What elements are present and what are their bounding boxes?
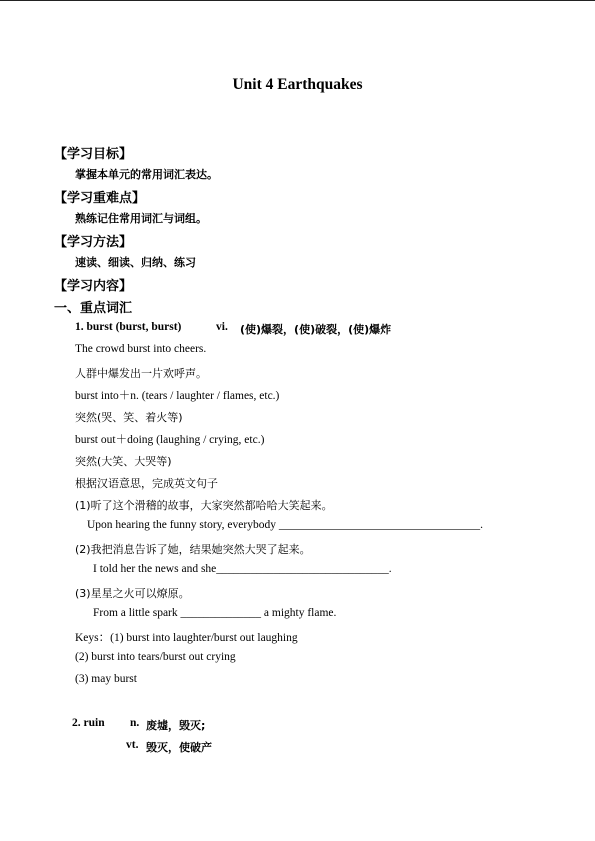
- vocab-pos-burst: vi.: [216, 321, 228, 333]
- learning-method-text: 速读、细读、归纳、练习: [75, 256, 196, 269]
- vocab-pos-ruin-noun: n.: [130, 717, 140, 729]
- example-line: 突然(哭、笑、着火等): [75, 411, 183, 424]
- example-line: burst out＋doing (laughing / crying, etc.): [75, 434, 265, 446]
- vocab-pos-ruin-verb: vt.: [126, 739, 139, 751]
- exercise-blank-line: Upon hearing the funny story, everybody ___________________________________.: [87, 519, 483, 531]
- part1-heading: 一、重点词汇: [54, 301, 133, 316]
- example-line: 突然(大笑、大哭等): [75, 455, 172, 468]
- key-points-text: 熟练记住常用词汇与词组。: [75, 212, 207, 225]
- exercise-prompt: (2)我把消息告诉了她，结果她突然大哭了起来。: [75, 543, 311, 556]
- example-line: 人群中爆发出一片欢呼声。: [75, 367, 207, 380]
- heading-learning-content: 【学习内容】: [54, 279, 133, 294]
- vocab-meaning-ruin-noun: 废墟，毁灭;: [146, 719, 206, 732]
- learning-goal-text: 掌握本单元的常用词汇表达。: [75, 168, 218, 181]
- answer-key: (2) burst into tears/burst out crying: [75, 651, 236, 663]
- vocab-word-ruin: 2. ruin: [72, 717, 105, 729]
- heading-key-points: 【学习重难点】: [54, 191, 146, 206]
- exercise-prompt: (1)听了这个滑稽的故事，大家突然都哈哈大笑起来。: [75, 499, 333, 512]
- exercise-instruction: 根据汉语意思，完成英文句子: [75, 477, 218, 490]
- exercise-blank-line: I told her the news and she______________________________.: [93, 563, 392, 575]
- answer-key: Keys：(1) burst into laughter/burst out laughing: [75, 632, 298, 644]
- heading-learning-method: 【学习方法】: [54, 235, 133, 250]
- exercise-blank-line: From a little spark ______________ a mighty flame.: [93, 607, 337, 619]
- example-line: The crowd burst into cheers.: [75, 343, 207, 355]
- answer-key: (3) may burst: [75, 673, 137, 685]
- example-line: burst into＋n. (tears / laughter / flames, etc.): [75, 390, 280, 402]
- vocab-meaning-ruin-verb: 毁灭，使破产: [146, 741, 212, 754]
- vocab-meaning-burst: (使)爆裂，(使)破裂，(使)爆炸: [240, 323, 392, 336]
- exercise-prompt: (3)星星之火可以燎原。: [75, 587, 190, 600]
- heading-learning-goal: 【学习目标】: [54, 147, 133, 162]
- vocab-word-burst: 1. burst (burst, burst): [75, 321, 182, 333]
- top-border-line: [0, 0, 595, 1]
- page-title: Unit 4 Earthquakes: [232, 76, 363, 93]
